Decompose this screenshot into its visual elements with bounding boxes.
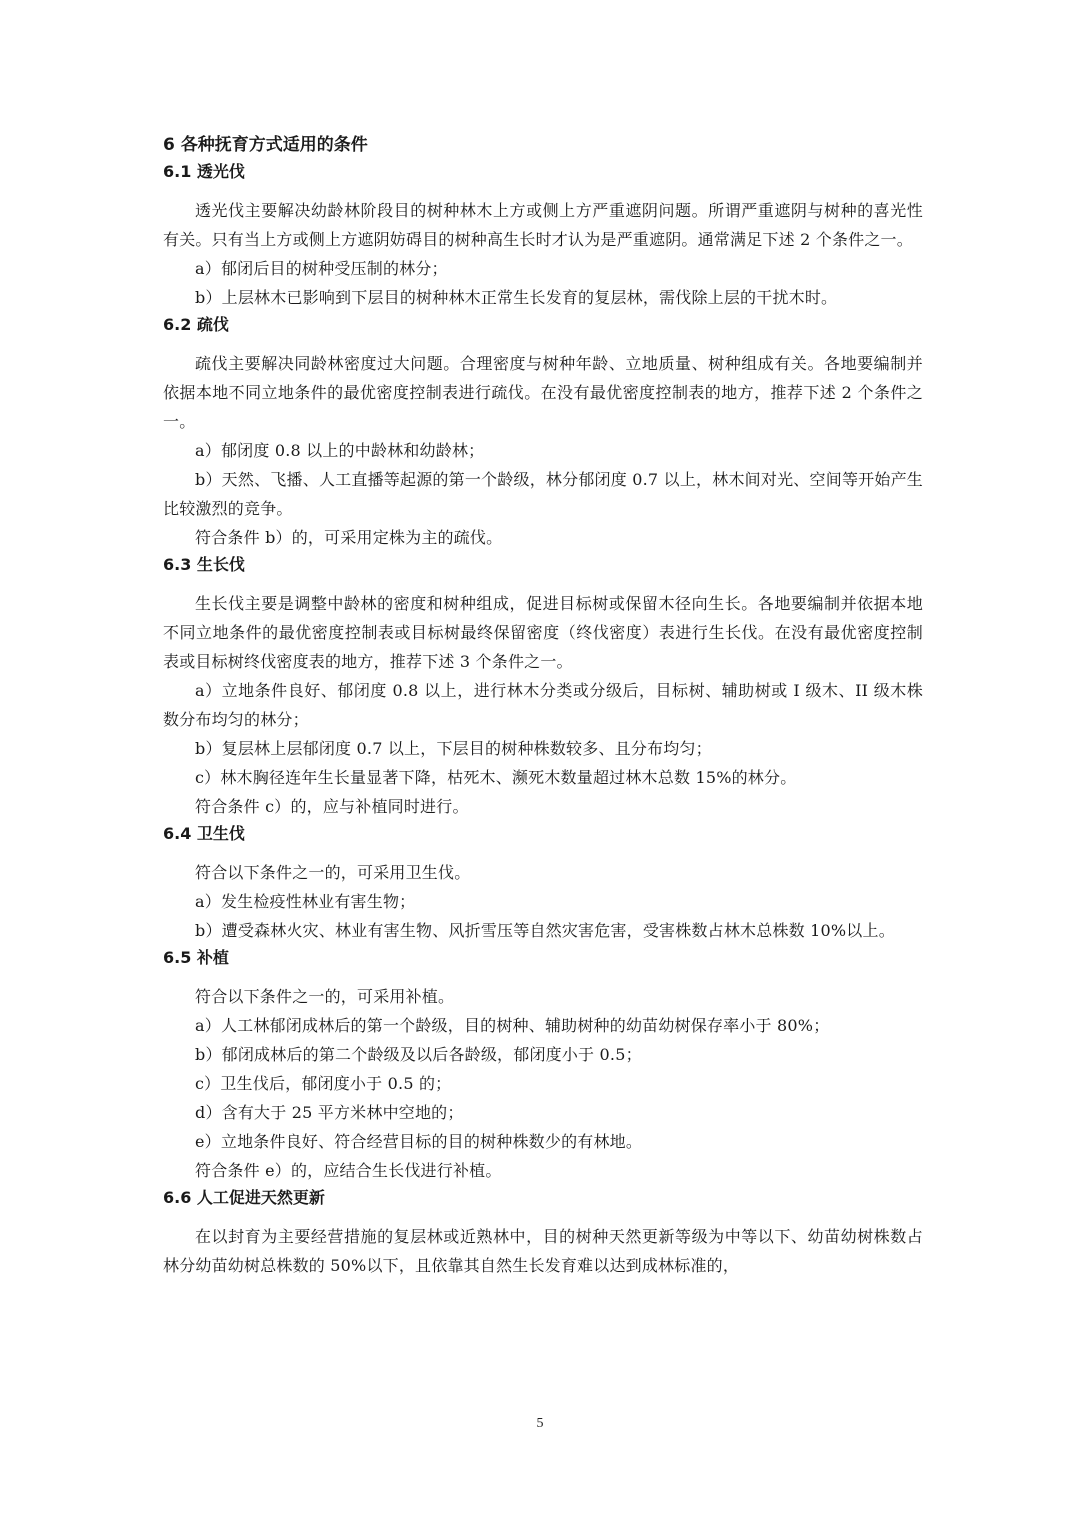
note: 符合条件 b）的，可采用定株为主的疏伐。 bbox=[195, 528, 503, 547]
section-6-6 bbox=[163, 1185, 923, 1280]
paragraph: 生长伐主要是调整中龄林的密度和树种组成，促进目标树或保留木径向生长。各地要编制并依据本地不同立地条件的最优密度控制表或目标树最终保留密度（终伐密度）表进行生长伐。在没有最优密度控制表或目标树终伐密度表的地方，推荐下述 3 个条件之一。 bbox=[163, 594, 923, 671]
paragraph: 符合以下条件之一的，可采用补植。 bbox=[195, 987, 455, 1006]
subsection-title: 6.5 补植 bbox=[163, 948, 229, 967]
section-6-4 bbox=[163, 821, 923, 945]
list-item: a）立地条件良好、郁闭度 0.8 以上，进行林木分类或分级后，目标树、辅助树或 I 级木、II 级木株数分布均匀的林分； bbox=[163, 681, 923, 729]
list-item: b）上层林木已影响到下层目的树种林木正常生长发育的复层林，需伐除上层的干扰木时。 bbox=[195, 288, 838, 307]
list-item: e）立地条件良好、符合经营目标的目的树种株数少的有林地。 bbox=[195, 1132, 643, 1151]
section-6-2 bbox=[163, 312, 923, 552]
page-number: 5 bbox=[536, 1416, 544, 1431]
note: 符合条件 e）的，应结合生长伐进行补植。 bbox=[195, 1161, 502, 1180]
section-heading: 6 各种抚育方式适用的条件 bbox=[163, 135, 368, 155]
list-item: c）林木胸径连年生长量显著下降，枯死木、濒死木数量超过林木总数 15%的林分。 bbox=[195, 768, 797, 787]
subsection-title: 6.6 人工促进天然更新 bbox=[163, 1188, 325, 1207]
paragraph: 符合以下条件之一的，可采用卫生伐。 bbox=[195, 863, 471, 882]
list-item: a）郁闭后目的树种受压制的林分； bbox=[195, 259, 448, 278]
list-item: b）天然、飞播、人工直播等起源的第一个龄级，林分郁闭度 0.7 以上，林木间对光、空间等开始产生比较激烈的竞争。 bbox=[163, 470, 923, 518]
section-6-5 bbox=[163, 945, 923, 1185]
subsection-title: 6.4 卫生伐 bbox=[163, 824, 245, 843]
subsection-title: 6.3 生长伐 bbox=[163, 555, 245, 574]
subsection-title: 6.1 透光伐 bbox=[163, 162, 245, 181]
document-body bbox=[163, 132, 923, 1280]
list-item: b）郁闭成林后的第二个龄级及以后各龄级，郁闭度小于 0.5； bbox=[195, 1045, 642, 1064]
section-6-3 bbox=[163, 552, 923, 821]
section-6-1 bbox=[163, 159, 923, 312]
list-item: c）卫生伐后，郁闭度小于 0.5 的； bbox=[195, 1074, 452, 1093]
list-item: a）发生检疫性林业有害生物； bbox=[195, 892, 416, 911]
list-item: b）复层林上层郁闭度 0.7 以上，下层目的树种株数较多、且分布均匀； bbox=[195, 739, 712, 758]
paragraph: 在以封育为主要经营措施的复层林或近熟林中，目的树种天然更新等级为中等以下、幼苗幼树株数占林分幼苗幼树总株数的 50%以下，且依靠其自然生长发育难以达到成林标准的， bbox=[163, 1227, 923, 1275]
subsection-title: 6.2 疏伐 bbox=[163, 315, 229, 334]
paragraph: 透光伐主要解决幼龄林阶段目的树种林木上方或侧上方严重遮阴问题。所谓严重遮阴与树种的喜光性有关。只有当上方或侧上方遮阴妨碍目的树种高生长时才认为是严重遮阴。通常满足下述 2 个条件之一。 bbox=[163, 201, 923, 249]
list-item: d）含有大于 25 平方米林中空地的； bbox=[195, 1103, 464, 1122]
list-item: a）郁闭度 0.8 以上的中龄林和幼龄林； bbox=[195, 441, 485, 460]
paragraph: 疏伐主要解决同龄林密度过大问题。合理密度与树种年龄、立地质量、树种组成有关。各地要编制并依据本地不同立地条件的最优密度控制表进行疏伐。在没有最优密度控制表的地方，推荐下述 2 个条件之一。 bbox=[163, 354, 923, 431]
note: 符合条件 c）的，应与补植同时进行。 bbox=[195, 797, 469, 816]
list-item: b）遭受森林火灾、林业有害生物、风折雪压等自然灾害危害，受害株数占林木总株数 10%以上。 bbox=[195, 921, 895, 940]
list-item: a）人工林郁闭成林后的第一个龄级，目的树种、辅助树种的幼苗幼树保存率小于 80%； bbox=[195, 1016, 830, 1035]
